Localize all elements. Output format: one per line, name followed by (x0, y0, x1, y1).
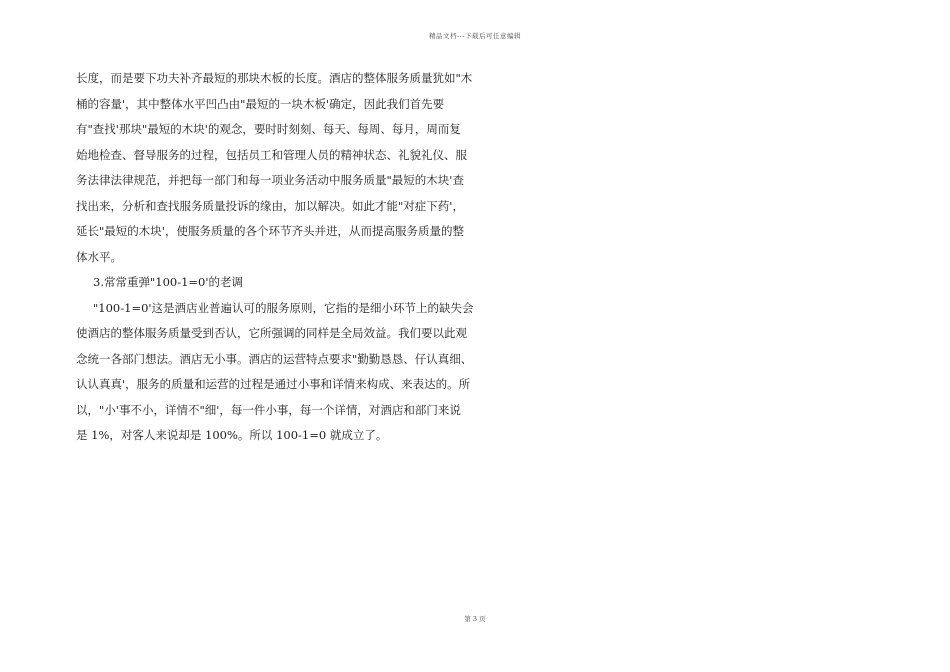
text-line: 念统一各部门想法。酒店无小事。酒店的运营特点要求"勤勤恳恳、仔认真细、 (76, 351, 473, 366)
text-line: 体水平。 (76, 249, 122, 264)
body-text (76, 66, 476, 449)
text-line: "100-1=0'这是酒店业普遍认可的服务原则，它指的是细小环节上的缺失会 (93, 300, 474, 315)
text-line: 延长"最短的木块'，使服务质量的各个环节齐头并进，从而提高服务质量的整 (76, 224, 464, 238)
text-line: 找出来，分析和查找服务质量投诉的缘由，加以解决。如此才能"对症下药'， (76, 198, 464, 213)
text-line: 使酒店的整体服务质量受到否认，它所强调的同样是全局效益。我们要以此观 (76, 326, 467, 340)
text-line: 以，"小'事不小，详情不"细'，每一件小事，每一个详情，对酒店和部门来说 (76, 402, 461, 417)
header-note: 精品文档---下载后可任意编辑 (428, 32, 522, 40)
text-line: 是 1%，对客人来说却是 100%。所以 100-1=0 就成立了。 (76, 428, 388, 442)
text-line: 长度，而是要下功夫补齐最短的那块木板的长度。酒店的整体服务质量犹如"木 (76, 71, 473, 85)
section-heading: 3.常常重弹"100-1=0'的老调 (93, 275, 244, 289)
text-line: 认认真真'，服务的质量和运营的过程是通过小事和详情来构成、来表达的。所 (76, 377, 471, 391)
text-line: 务法律法律规范，并把每一部门和每一项业务活动中服务质量"最短的木块'查 (76, 173, 464, 187)
text-line: 桶的容量'，其中整体水平凹凸由"最短的一块木板'确定，因此我们首先要 (76, 96, 445, 111)
page-number: 第 3 页 (464, 615, 486, 623)
text-line: 有"查找'那块"最短的木块'的观念，要时时刻刻、每天、每周、每月，周而复 (76, 122, 461, 136)
text-line: 始地检查、督导服务的过程，包括员工和管理人员的精神状态、礼貌礼仪、服 (76, 147, 467, 162)
